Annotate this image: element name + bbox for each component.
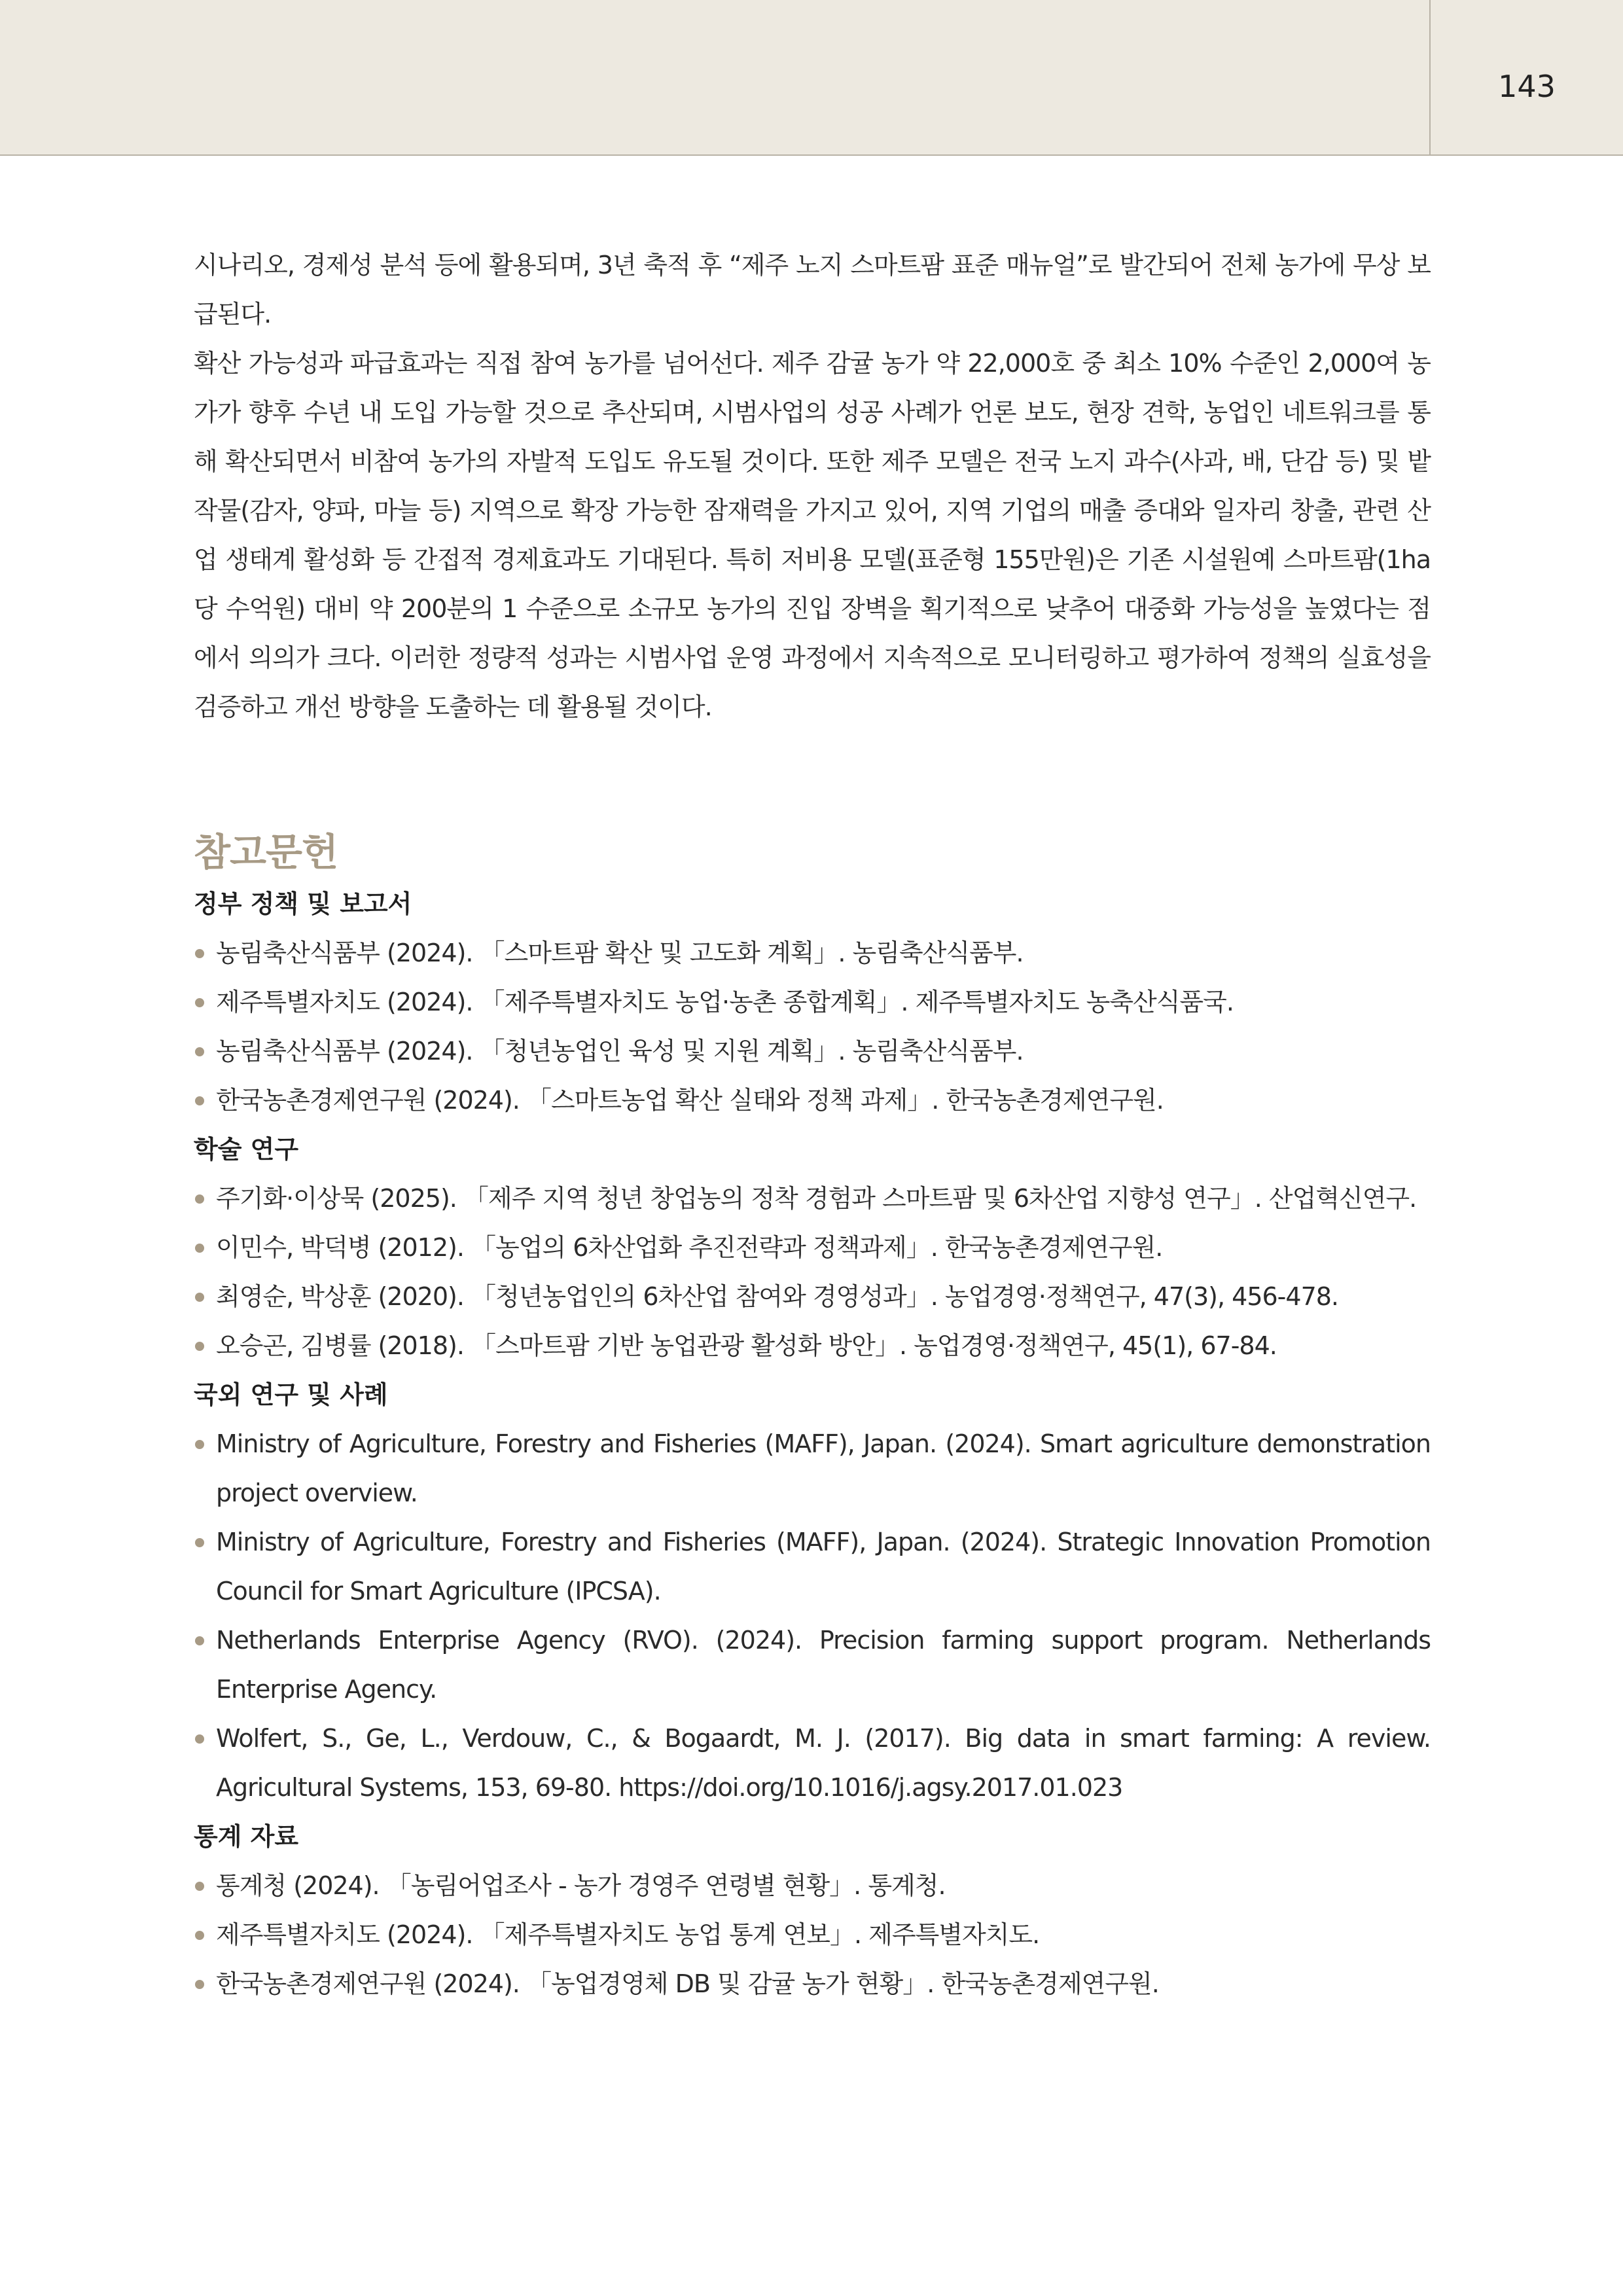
reference-item [194, 1272, 1431, 1321]
reference-list [194, 929, 1431, 1125]
reference-text: Wolfert, S., Ge, L., Verdouw, C., & Bogaardt, M. J. (2017). Big data in smart farming: A review. Agricultural Systems, 153, 69-80. https://doi.org/10.1016/j.agsy.2017.01.023 [216, 1724, 1431, 1802]
reference-item [194, 978, 1431, 1027]
reference-item [194, 1027, 1431, 1076]
reference-list [194, 1174, 1431, 1371]
reference-text: Ministry of Agriculture, Forestry and Fisheries (MAFF), Japan. (2024). Strategic Innovation Promotion Council for Smart Agriculture (IPCSA). [216, 1528, 1431, 1605]
page-header [0, 0, 1623, 156]
reference-item [194, 1960, 1431, 2009]
reference-list [194, 1420, 1431, 1812]
bullet-icon [195, 1882, 204, 1891]
reference-section-academic [194, 1125, 1431, 1371]
bullet-icon [195, 1244, 204, 1253]
page-number: 143 [1498, 69, 1556, 104]
bullet-icon [195, 998, 204, 1007]
reference-item [194, 1223, 1431, 1272]
reference-section-statistics [194, 1812, 1431, 2009]
reference-text: Ministry of Agriculture, Forestry and Fisheries (MAFF), Japan. (2024). Smart agriculture demonstration project overview. [216, 1429, 1431, 1507]
references-title: 참고문헌 [194, 830, 338, 874]
reference-item [194, 1910, 1431, 1960]
reference-text: 이민수, 박덕병 (2012). 「농업의 6차산업화 추진전략과 정책과제」. 한국농촌경제연구원. [216, 1233, 1163, 1262]
reference-item [194, 1321, 1431, 1371]
bullet-icon [195, 1293, 204, 1302]
bullet-icon [195, 949, 204, 958]
reference-item [194, 1076, 1431, 1125]
reference-text: Netherlands Enterprise Agency (RVO). (2024). Precision farming support program. Netherlands Enterprise Agency. [216, 1626, 1431, 1704]
page-content [194, 241, 1431, 2009]
reference-item [194, 1714, 1431, 1812]
reference-text: 오승곤, 김병률 (2018). 「스마트팜 기반 농업관광 활성화 방안」. 농업경영·정책연구, 45(1), 67-84. [216, 1331, 1277, 1360]
reference-section-heading: 학술 연구 [194, 1135, 299, 1164]
reference-text: 농림축산식품부 (2024). 「청년농업인 육성 및 지원 계획」. 농림축산식품부. [216, 1037, 1024, 1066]
bullet-icon [195, 1194, 204, 1204]
reference-text: 제주특별자치도 (2024). 「제주특별자치도 농업 통계 연보」. 제주특별자치도. [216, 1920, 1040, 1949]
body-paragraph: 시나리오, 경제성 분석 등에 활용되며, 3년 축적 후 “제주 노지 스마트팜 표준 매뉴얼”로 발간되어 전체 농가에 무상 보급된다. [194, 251, 1431, 329]
body-paragraph: 확산 가능성과 파급효과는 직접 참여 농가를 넘어선다. 제주 감귤 농가 약 22,000호 중 최소 10% 수준인 2,000여 농가가 향후 수년 내 도입 가능할 것으로 추산되며, 시범사업의 성공 사례가 언론 보도, 현장 견학, 농업인 네트워크를 통해 확산되면서 비참여 농가의 자발적 도입도 유도될 것이다. 또한 제주 모델은 전국 노지 과수(사과, 배, 단감 등) 및 밭작물(감자, 양파, 마늘 등) 지역으로 확장 가능한 잠재력을 가지고 있어, 지역 기업의 매출 증대와 일자리 창출, 관련 산업 생태계 활성화 등 간접적 경제효과도 기대된다. 특히 저비용 모델(표준형 155만원)은 기존 시설원예 스마트팜(1ha당 수억원) 대비 약 200분의 1 수준으로 소규모 농가의 진입 장벽을 획기적으로 낮추어 대중화 가능성을 높였다는 점에서 의의가 크다. 이러한 정량적 성과는 시범사업 운영 과정에서 지속적으로 모니터링하고 평가하여 정책의 실효성을 검증하고 개선 방향을 도출하는 데 활용될 것이다. [194, 349, 1431, 721]
reference-section-heading: 국외 연구 및 사례 [194, 1380, 388, 1409]
reference-item [194, 929, 1431, 978]
reference-item [194, 1616, 1431, 1714]
reference-text: 농림축산식품부 (2024). 「스마트팜 확산 및 고도화 계획」. 농림축산식품부. [216, 939, 1024, 967]
bullet-icon [195, 1980, 204, 1989]
bullet-icon [195, 1096, 204, 1105]
reference-section-heading: 통계 자료 [194, 1822, 299, 1851]
reference-text: 한국농촌경제연구원 (2024). 「농업경영체 DB 및 감귤 농가 현황」. 한국농촌경제연구원. [216, 1969, 1159, 1998]
reference-text: 주기화·이상묵 (2025). 「제주 지역 청년 창업농의 정착 경험과 스마트팜 및 6차산업 지향성 연구」. 산업혁신연구. [216, 1184, 1417, 1213]
bullet-icon [195, 1440, 204, 1449]
reference-item [194, 1174, 1431, 1223]
body-text [194, 241, 1431, 732]
reference-section-heading: 정부 정책 및 보고서 [194, 889, 412, 918]
reference-text: 제주특별자치도 (2024). 「제주특별자치도 농업·농촌 종합계획」. 제주특별자치도 농축산식품국. [216, 988, 1234, 1016]
reference-item [194, 1420, 1431, 1518]
reference-section-international [194, 1371, 1431, 1812]
reference-text: 한국농촌경제연구원 (2024). 「스마트농업 확산 실태와 정책 과제」. 한국농촌경제연구원. [216, 1086, 1164, 1115]
bullet-icon [195, 1734, 204, 1744]
bullet-icon [195, 1047, 204, 1056]
bullet-icon [195, 1342, 204, 1351]
reference-text: 통계청 (2024). 「농림어업조사 - 농가 경영주 연령별 현황」. 통계청. [216, 1871, 946, 1900]
bullet-icon [195, 1538, 204, 1547]
reference-text: 최영순, 박상훈 (2020). 「청년농업인의 6차산업 참여와 경영성과」. 농업경영·정책연구, 47(3), 456-478. [216, 1282, 1338, 1311]
bullet-icon [195, 1931, 204, 1940]
reference-list [194, 1861, 1431, 2009]
reference-item [194, 1518, 1431, 1616]
reference-item [194, 1861, 1431, 1910]
reference-section-government [194, 880, 1431, 1125]
bullet-icon [195, 1636, 204, 1645]
